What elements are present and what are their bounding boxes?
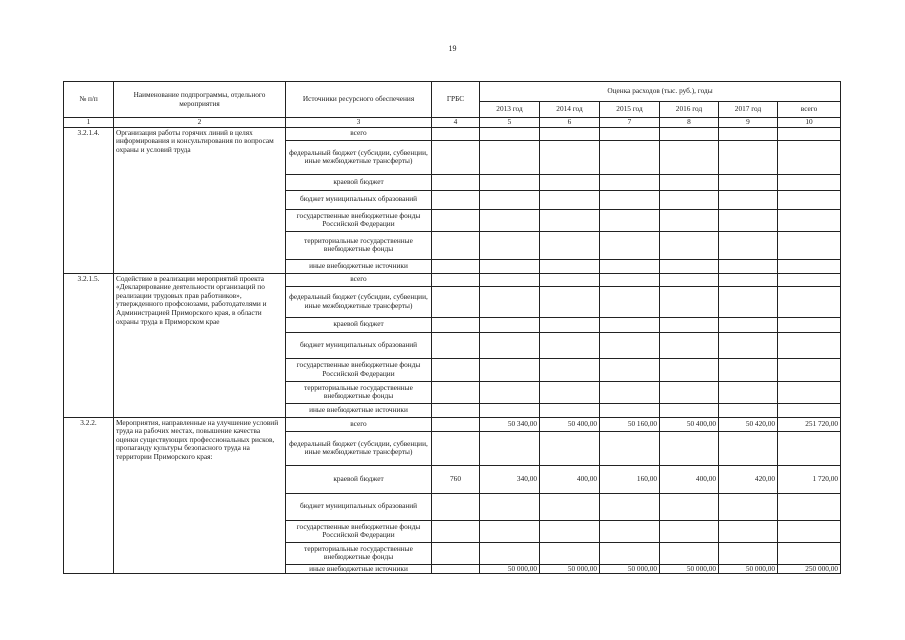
total-value [778,542,841,564]
total-value: 1 720,00 [778,465,841,493]
year-value: 50 400,00 [540,417,600,431]
year-value [600,273,660,286]
total-value [778,493,841,520]
grbs-cell: 760 [432,465,480,493]
year-value [540,542,600,564]
year-value [540,127,600,140]
budget-table [63,81,841,574]
year-value [660,403,719,417]
total-value [778,231,841,259]
year-value: 400,00 [660,465,719,493]
year-value: 50 000,00 [660,564,719,574]
year-value [660,332,719,358]
year-value: 50 000,00 [540,564,600,574]
year-value [719,127,778,140]
total-value [778,286,841,317]
grbs-cell [432,493,480,520]
year-value [540,403,600,417]
year-value [540,259,600,273]
header-year: 2014 год [540,102,600,118]
column-number: 10 [778,118,841,128]
year-value [719,358,778,381]
year-value [540,358,600,381]
column-number: 6 [540,118,600,128]
funding-source: бюджет муниципальных образований [286,493,432,520]
column-number: 1 [64,118,114,128]
year-value [660,286,719,317]
total-value [778,209,841,231]
year-value [480,190,540,209]
year-value [480,273,540,286]
funding-source: государственные внебюджетные фонды Российской Федерации [286,358,432,381]
funding-source: бюджет муниципальных образований [286,332,432,358]
year-value [719,493,778,520]
funding-source: всего [286,127,432,140]
year-value [600,431,660,465]
header-year: 2013 год [480,102,540,118]
item-code: 3.2.1.5. [64,273,114,417]
grbs-cell [432,403,480,417]
grbs-cell [432,140,480,174]
total-value [778,174,841,190]
column-number: 3 [286,118,432,128]
total-value [778,431,841,465]
year-value [600,231,660,259]
grbs-cell [432,381,480,403]
year-value [660,493,719,520]
funding-source: государственные внебюджетные фонды Российской Федерации [286,520,432,542]
grbs-cell [432,286,480,317]
total-value [778,140,841,174]
year-value [660,431,719,465]
column-number: 8 [660,118,719,128]
year-value [660,209,719,231]
year-value [480,209,540,231]
year-value: 50 000,00 [719,564,778,574]
year-value [719,542,778,564]
year-value: 340,00 [480,465,540,493]
grbs-cell [432,317,480,332]
total-value [778,520,841,542]
grbs-cell [432,231,480,259]
funding-source: иные внебюджетные источники [286,403,432,417]
total-value [778,403,841,417]
year-value [540,174,600,190]
grbs-cell [432,542,480,564]
funding-source: бюджет муниципальных образований [286,190,432,209]
year-value [660,174,719,190]
year-value [600,127,660,140]
year-value [719,259,778,273]
year-value [600,542,660,564]
year-value [540,273,600,286]
year-value: 50 340,00 [480,417,540,431]
year-value [719,520,778,542]
year-value: 160,00 [600,465,660,493]
year-value: 400,00 [540,465,600,493]
year-value [719,231,778,259]
header-num: № п/п [64,82,114,118]
year-value [600,286,660,317]
year-value [660,231,719,259]
grbs-cell [432,209,480,231]
year-value [480,286,540,317]
year-value [540,140,600,174]
year-value: 420,00 [719,465,778,493]
year-value [719,140,778,174]
item-name: Организация работы горячих линий в целях информирования и консультирования по вопросам охраны и условий труда [114,127,286,273]
year-value [480,493,540,520]
year-value [480,403,540,417]
year-value [719,174,778,190]
year-value [719,286,778,317]
year-value [719,332,778,358]
year-value [480,259,540,273]
year-value [540,493,600,520]
year-value [480,381,540,403]
year-value [719,317,778,332]
item-name: Мероприятия, направленные на улучшение условий труда на рабочих местах, повышение качества оценки существующих профессиональных рисков, пропаганду культуры безопасного труда на территории Приморского края: [114,417,286,574]
year-value [600,403,660,417]
year-value [540,286,600,317]
year-value [540,520,600,542]
funding-source: территориальные государственные внебюджетные фонды [286,231,432,259]
funding-source: территориальные государственные внебюджетные фонды [286,381,432,403]
item-code: 3.2.2. [64,417,114,574]
header-year: 2016 год [660,102,719,118]
year-value [600,332,660,358]
year-value: 50 000,00 [480,564,540,574]
grbs-cell [432,417,480,431]
grbs-cell [432,190,480,209]
grbs-cell [432,273,480,286]
grbs-cell [432,358,480,381]
year-value: 50 420,00 [719,417,778,431]
year-value [540,209,600,231]
total-value: 250 000,00 [778,564,841,574]
funding-source: всего [286,417,432,431]
funding-source: иные внебюджетные источники [286,259,432,273]
total-value [778,273,841,286]
year-value [660,127,719,140]
year-value [660,317,719,332]
total-value [778,127,841,140]
grbs-cell [432,259,480,273]
year-value [480,358,540,381]
year-value [660,259,719,273]
funding-source: федеральный бюджет (субсидии, субвенции, иные межбюджетные трансферты) [286,140,432,174]
column-number: 2 [114,118,286,128]
total-value [778,259,841,273]
header-total: всего [778,102,841,118]
funding-source: краевой бюджет [286,465,432,493]
header-source: Источники ресурсного обеспечения [286,82,432,118]
year-value: 50 160,00 [600,417,660,431]
item-name: Содействие в реализации мероприятий проекта «Декларирование деятельности организаций по реализации трудовых прав работников», утвержденного профсоюзами, работодателями и Администрацией Приморского края, в области охраны труда в Приморском крае [114,273,286,417]
year-value [600,493,660,520]
year-value [660,140,719,174]
total-value [778,358,841,381]
year-value [660,358,719,381]
page-number: 19 [448,44,457,53]
funding-source: краевой бюджет [286,174,432,190]
total-value [778,317,841,332]
year-value [660,273,719,286]
item-code: 3.2.1.4. [64,127,114,273]
year-value [480,127,540,140]
year-value [540,190,600,209]
year-value [600,381,660,403]
column-number-row [64,118,841,128]
grbs-cell [432,431,480,465]
column-number: 9 [719,118,778,128]
year-value [719,431,778,465]
total-value [778,332,841,358]
year-value [480,174,540,190]
funding-source: территориальные государственные внебюджетные фонды [286,542,432,564]
header-grbs: ГРБС [432,82,480,118]
year-value [719,381,778,403]
year-value [480,231,540,259]
header-year: 2015 год [600,102,660,118]
year-value [600,520,660,542]
year-value [660,190,719,209]
header-year: 2017 год [719,102,778,118]
budget-body [64,127,841,574]
funding-source: федеральный бюджет (субсидии, субвенции, иные межбюджетные трансферты) [286,431,432,465]
column-number: 4 [432,118,480,128]
year-value [540,231,600,259]
year-value [600,317,660,332]
funding-source: иные внебюджетные источники [286,564,432,574]
year-value [600,174,660,190]
year-value [719,403,778,417]
year-value [480,140,540,174]
year-value [719,209,778,231]
year-value: 50 000,00 [600,564,660,574]
year-value: 50 400,00 [660,417,719,431]
funding-source: всего [286,273,432,286]
year-value [600,209,660,231]
year-value [600,140,660,174]
year-value [480,520,540,542]
grbs-cell [432,520,480,542]
year-value [540,381,600,403]
grbs-cell [432,127,480,140]
total-value: 251 720,00 [778,417,841,431]
funding-source: федеральный бюджет (субсидии, субвенции, иные межбюджетные трансферты) [286,286,432,317]
year-value [480,332,540,358]
grbs-cell [432,332,480,358]
year-value [480,317,540,332]
column-number: 7 [600,118,660,128]
year-value [600,259,660,273]
year-value [600,190,660,209]
year-value [540,317,600,332]
table-row [64,273,841,286]
funding-source: краевой бюджет [286,317,432,332]
grbs-cell [432,564,480,574]
year-value [660,542,719,564]
year-value [540,431,600,465]
table-row [64,417,841,431]
column-number: 5 [480,118,540,128]
total-value [778,381,841,403]
year-value [540,332,600,358]
year-value [660,520,719,542]
year-value [719,273,778,286]
header-estimate: Оценка расходов (тыс. руб.), годы [480,82,841,102]
table-row [64,127,841,140]
grbs-cell [432,174,480,190]
year-value [719,190,778,209]
year-value [480,431,540,465]
header-name: Наименование подпрограммы, отдельного мероприятия [114,82,286,118]
year-value [660,381,719,403]
funding-source: государственные внебюджетные фонды Российской Федерации [286,209,432,231]
year-value [600,358,660,381]
total-value [778,190,841,209]
year-value [480,542,540,564]
